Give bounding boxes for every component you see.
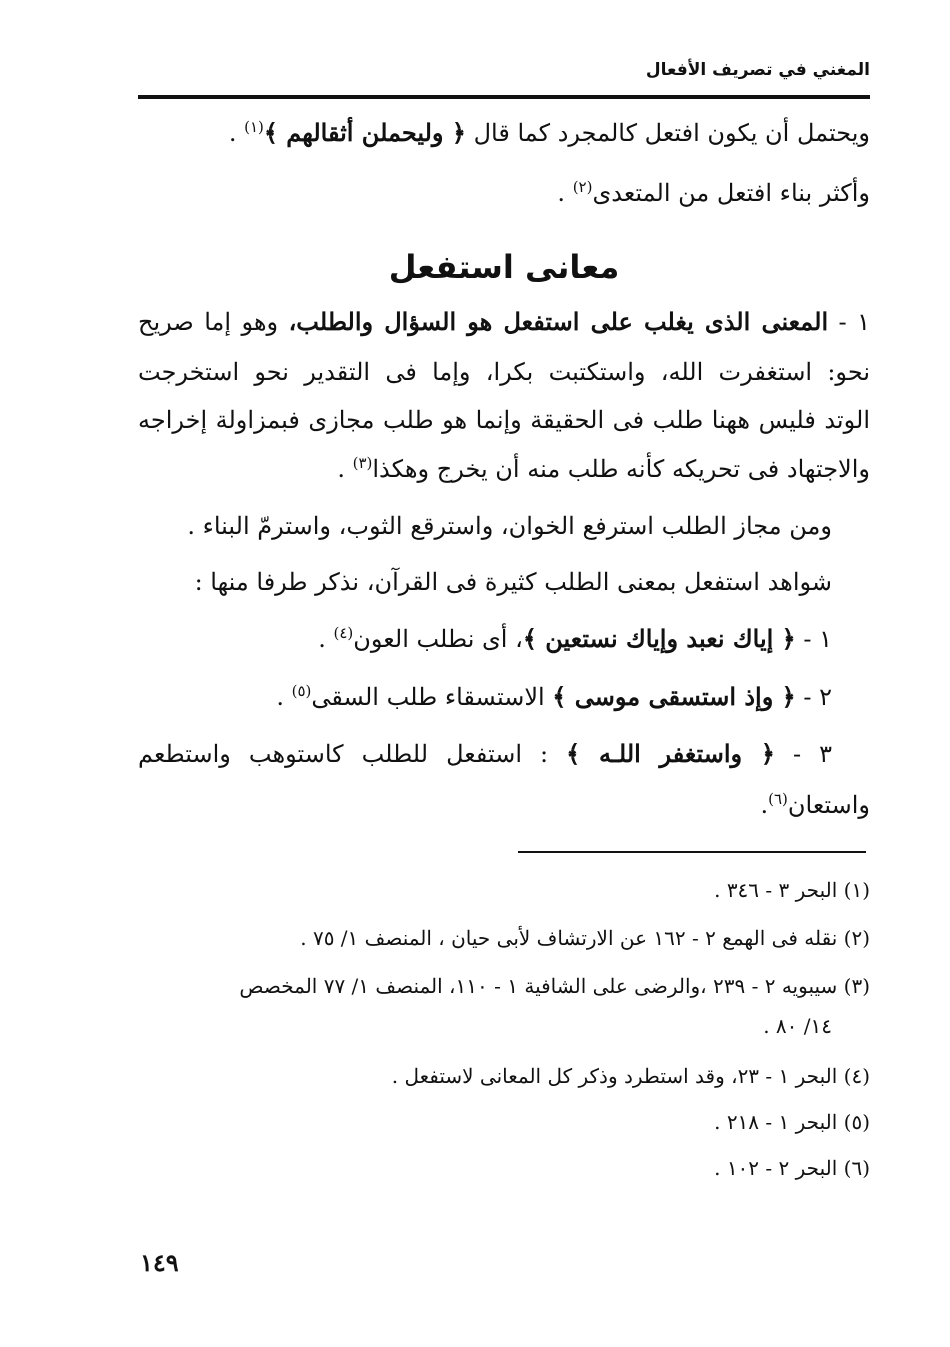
quran-quote: ﴿ وإذ استسقى موسى ﴾ — [552, 682, 796, 711]
intro-text: ويحتمل أن يكون افتعل كالمجرد كما قال — [473, 119, 870, 147]
footnote-1: (١) البحر ٣ - ٣٤٦ . — [714, 878, 870, 902]
example-2 — [138, 682, 832, 712]
item-number: ١ - — [795, 625, 832, 653]
example-end: . — [760, 791, 769, 819]
paragraph-text: والاجتهاد فى تحريكه كأنه طلب منه أن يخرج وهكذا — [372, 455, 870, 483]
page-number: ١٤٩ — [140, 1248, 179, 1277]
footnote-ref: (٥) — [291, 682, 312, 700]
paragraph-2: ومن مجاز الطلب استرفع الخوان، واسترقع الثوب، واسترمّ البناء . — [187, 512, 832, 540]
example-text: : استفعل للطلب كاستوهب واستطعم — [138, 740, 567, 768]
footnote-4: (٤) البحر ١ - ٢٣، وقد استطرد وذكر كل المعانى لاستفعل . — [391, 1064, 870, 1088]
footnote-ref: (١) — [244, 118, 264, 136]
item-number: ٣ - — [774, 740, 832, 768]
footnote-ref: (٦) — [768, 790, 788, 808]
intro-line-1 — [138, 118, 870, 148]
footnote-3: (٣) سيبويه ٢ - ٢٣٩ ،والرضى على الشافية ١ - ١١٠، المنصف ١/ ٧٧ المخصص — [239, 974, 870, 998]
footnote-ref: (٤) — [333, 624, 354, 642]
example-1 — [138, 624, 832, 654]
section-heading: معانى استفعل — [388, 248, 620, 286]
example-text: الاستسقاء طلب السقى — [311, 683, 553, 711]
quran-quote: ﴿ إياك نعبد وإياك نستعين ﴾ — [522, 624, 796, 653]
footnote-ref: (٣) — [352, 454, 373, 472]
footnote-rule — [518, 851, 866, 853]
item-number: ٢ - — [795, 683, 832, 711]
paragraph-1-line-2: نحو: استغفرت الله، واستكتبت بكرا، وإما فى التقدير نحو استخرجت — [138, 358, 870, 386]
intro-end: . — [557, 179, 573, 207]
paragraph-1-line-3: الوتد فليس ههنا طلب فى الحقيقة وإنما هو طلب مجازى فبمزاولة إخراجه — [138, 406, 870, 434]
quran-quote: ﴿ واستغفر اللـه ﴾ — [566, 739, 775, 768]
example-3-line-2 — [138, 790, 870, 820]
bold-definition: المعنى الذى يغلب على استفعل هو السؤال والطلب، — [288, 307, 829, 336]
example-text: واستعان — [787, 791, 870, 819]
quran-quote: ﴿ وليحملن أثقالهم ﴾ — [263, 118, 466, 147]
paragraph-text: وهو إما صريح — [138, 308, 289, 336]
footnote-5: (٥) البحر ١ - ٢١٨ . — [714, 1110, 870, 1134]
intro-line-2 — [138, 178, 870, 208]
header-rule — [138, 95, 870, 99]
footnote-3-continuation: ١٤/ ٨٠ . — [763, 1014, 832, 1038]
intro-text: وأكثر بناء افتعل من المتعدى — [592, 179, 870, 207]
paragraph-3: شواهد استفعل بمعنى الطلب كثيرة فى القرآن، نذكر طرفا منها : — [194, 568, 832, 596]
example-end: . — [318, 625, 334, 653]
example-end: . — [276, 683, 292, 711]
example-3-line-1 — [138, 740, 832, 769]
footnote-2: (٢) نقله فى الهمع ٢ - ١٦٢ عن الارتشاف لأبى حيان ، المنصف ١/ ٧٥ . — [300, 926, 870, 950]
footnote-6: (٦) البحر ٢ - ١٠٢ . — [714, 1156, 870, 1180]
footnote-ref: (٢) — [572, 178, 593, 196]
paragraph-1-line-1 — [138, 308, 870, 337]
example-text: ، أى نطلب العون — [353, 625, 523, 653]
paragraph-end: . — [337, 455, 353, 483]
intro-end: . — [228, 119, 245, 147]
paragraph-1-line-4 — [138, 454, 870, 484]
item-number: ١ - — [828, 308, 870, 336]
running-header: المغني في تصريف الأفعال — [645, 60, 870, 80]
